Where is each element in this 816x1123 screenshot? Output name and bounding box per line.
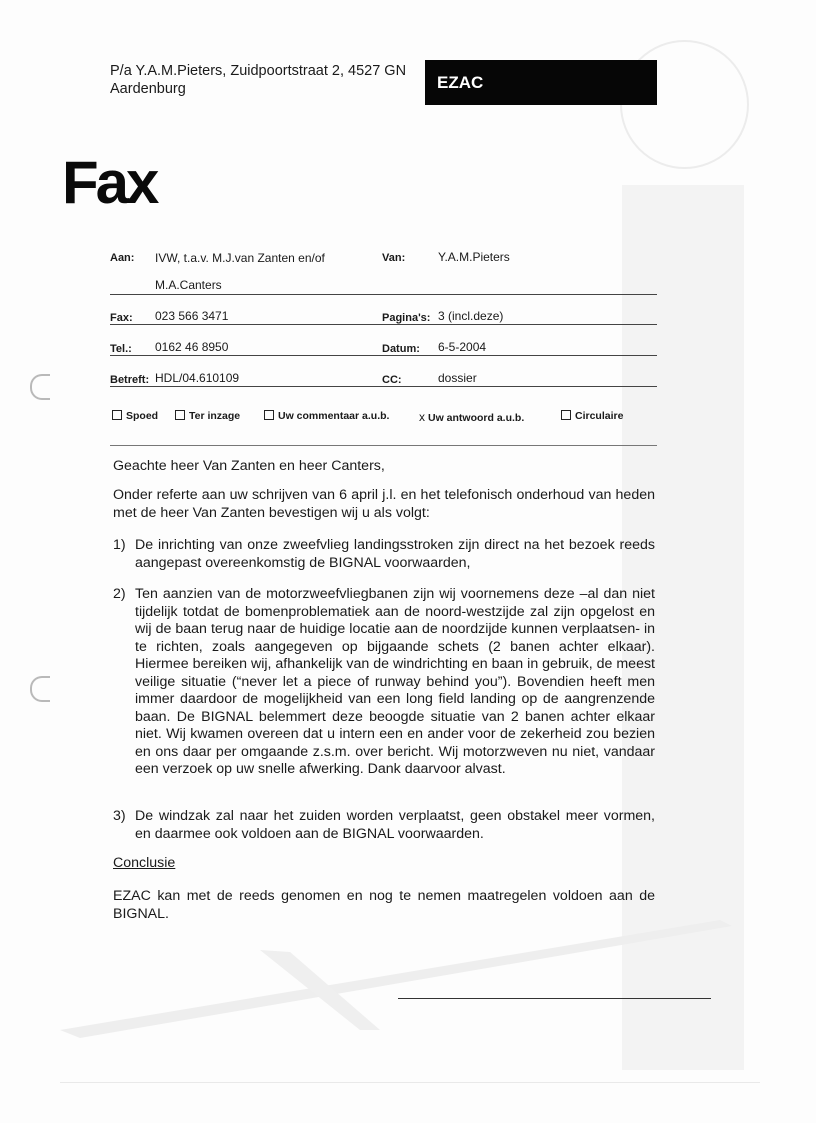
- sender-address-line: Aardenburg: [110, 81, 186, 97]
- van-label: Van:: [382, 252, 406, 264]
- salutation: Geachte heer Van Zanten en heer Canters,: [113, 458, 385, 474]
- tel-value: 0162 46 8950: [155, 340, 229, 354]
- conclusion-heading: Conclusie: [113, 855, 176, 871]
- checkbox-label: Circulaire: [575, 410, 624, 422]
- footer-rule: [60, 1082, 760, 1083]
- divider: [110, 386, 657, 387]
- sender-address: [110, 62, 430, 98]
- aan-value: IVW, t.a.v. M.J.van Zanten en/of: [155, 251, 325, 265]
- checkbox-ter-inzage[interactable]: [175, 410, 240, 422]
- list-item-number: 2): [113, 586, 126, 602]
- datum-value: 6-5-2004: [438, 340, 487, 354]
- cc-value: dossier: [438, 371, 477, 385]
- checkbox-box: [561, 410, 571, 420]
- divider: [110, 355, 657, 356]
- conclusion-paragraph: EZAC kan met de reeds genomen en nog te nemen maatregelen voldoen aan de BIGNAL.: [113, 888, 655, 922]
- list-item-text: De inrichting van onze zweefvlieg landingsstroken zijn direct na het bezoek reeds aangepast overeenkomstig de BIGNAL voorwaarden,: [135, 537, 655, 571]
- divider: [110, 294, 657, 295]
- divider: [110, 445, 657, 446]
- checkbox-box: [112, 410, 122, 420]
- aan-label: Aan:: [110, 252, 135, 264]
- list-item-text: De windzak zal naar het zuiden worden verplaatst, geen obstakel meer vormen, en daarmee ook voldoen aan de BIGNAL voorwaarden.: [135, 808, 655, 842]
- checkbox-label: Uw antwoord a.u.b.: [428, 412, 525, 424]
- aan-value-continued: M.A.Canters: [155, 278, 222, 292]
- datum-label: Datum:: [382, 343, 420, 355]
- paginas-label: Pagina's:: [382, 312, 431, 324]
- signature-line: [398, 998, 711, 999]
- checkbox-spoed[interactable]: [112, 410, 158, 422]
- fax-value: 023 566 3471: [155, 309, 229, 323]
- checkbox-uw-commentaar[interactable]: [264, 410, 389, 422]
- intro-paragraph: Onder referte aan uw schrijven van 6 april j.l. en het telefonisch onderhoud van heden met de heer Van Zanten bevestigen wij u als volgt:: [113, 487, 655, 521]
- betreft-value: HDL/04.610109: [155, 371, 240, 385]
- list-item-number: 3): [113, 808, 126, 824]
- checkbox-label: Uw commentaar a.u.b.: [278, 410, 390, 422]
- divider: [110, 324, 657, 325]
- list-item-number: 1): [113, 537, 126, 553]
- checkbox-label: Spoed: [126, 410, 159, 422]
- checked-mark: x: [419, 410, 425, 424]
- betreft-label: Betreft:: [110, 374, 150, 386]
- paginas-value: 3 (incl.deze): [438, 309, 504, 323]
- checkbox-label: Ter inzage: [189, 410, 241, 422]
- list-item-text: Ten aanzien van de motorzweefvliegbanen zijn wij voornemens deze –al dan niet tijdelijk totdat de bomenproblematiek aan de noord-westzijde zal zijn opgelost en wij de baan terug naar de huidige locatie aan de noordzijde kunnen verplaatsen- in te richten, zoals aangegeven op bijgaande schets (2 banen achter elkaar). Hiermee bereiken wij, afhankelijk van de windrichting en baan in gebruik, de meest veilige situatie (“never let a piece of runway behind you”). Bovendien heeft men immer daardoor de mogelijkheid van een long field landing op de aangrenzende baan. De BIGNAL belemmert deze beoogde situatie van 2 banen achter elkaar niet. Wij kwamen overeen dat u intern een en ander voor de zekerheid zou bezien en ons daar per omgaande z.s.m. over bericht. Wij motorzweven nu niet, vandaar een verzoek op uw snelle afwerking. Dank daarvoor alvast.: [135, 586, 655, 777]
- checkbox-circulaire[interactable]: [561, 410, 623, 422]
- van-value: Y.A.M.Pieters: [438, 250, 510, 264]
- tel-label: Tel.:: [110, 343, 132, 355]
- punch-hole: [30, 374, 50, 400]
- sender-address-line: P/a Y.A.M.Pieters, Zuidpoortstraat 2, 4527 GN: [110, 63, 407, 79]
- checkbox-box: [264, 410, 274, 420]
- brand-logo-box: EZAC: [425, 60, 657, 105]
- document-title: Fax: [62, 149, 157, 216]
- checkbox-uw-antwoord[interactable]: [419, 410, 524, 424]
- punch-hole: [30, 676, 50, 702]
- checkbox-box: [175, 410, 185, 420]
- cc-label: CC:: [382, 374, 402, 386]
- fax-label: Fax:: [110, 312, 133, 324]
